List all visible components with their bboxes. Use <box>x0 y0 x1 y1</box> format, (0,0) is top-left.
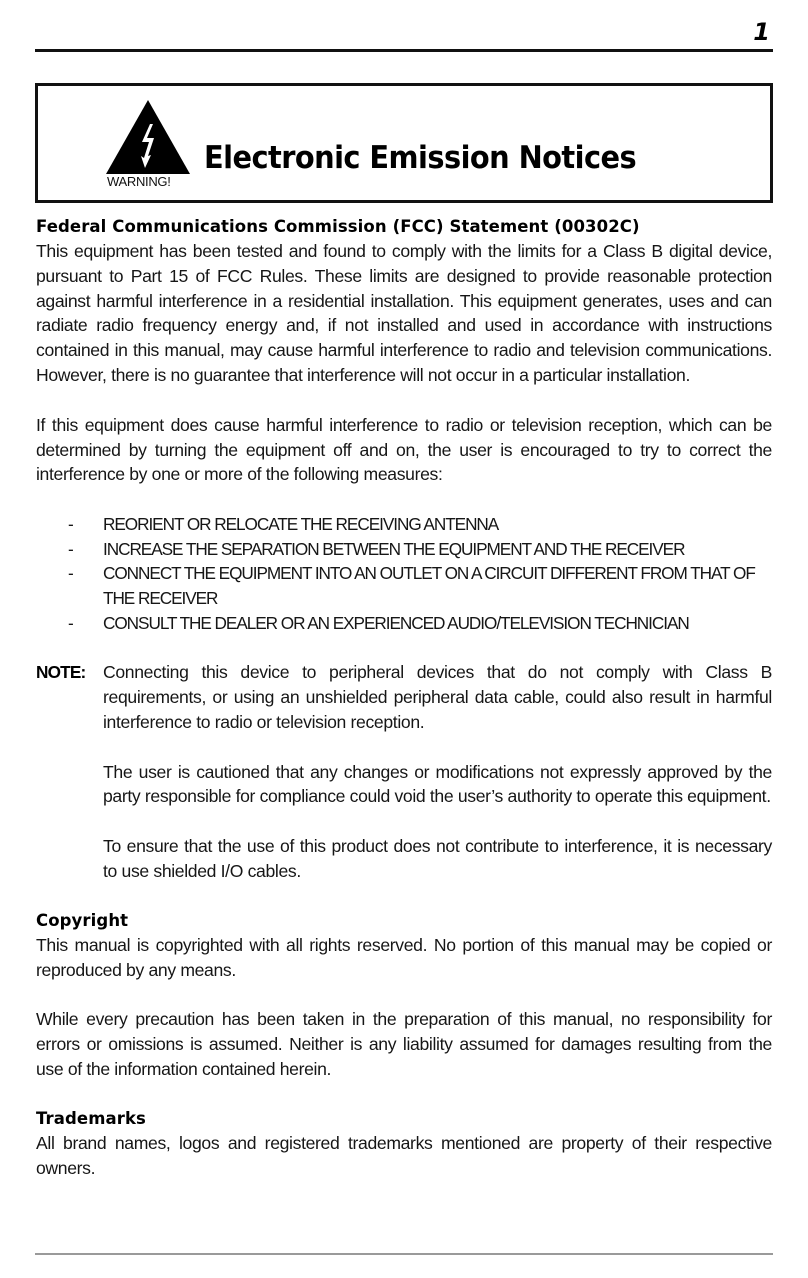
fcc-paragraph-2: If this equipment does cause harmful interference to radio or television reception, which can be determined by turning the equipment off and on, the user is encouraged to try to correct the interference by one or more of the following measures: <box>36 414 772 485</box>
note-label: NOTE: <box>36 662 86 683</box>
measures-list <box>36 512 772 635</box>
measure-text: CONSULT THE DEALER OR AN EXPERIENCED AUDIO/TELEVISION TECHNICIAN <box>103 612 689 633</box>
copyright-paragraph-1: This manual is copyrighted with all rights reserved. No portion of this manual may be copied or reproduced by any means. <box>36 934 772 980</box>
dash-bullet: - <box>68 538 74 559</box>
page-number: 1 <box>753 18 770 46</box>
copyright-paragraph-2: While every precaution has been taken in the preparation of this manual, no responsibility for errors or omissions is assumed. Neither is any liability assumed for damages resulting from the use of the information contained herein. <box>36 1009 772 1079</box>
dash-bullet: - <box>68 563 74 584</box>
measure-item <box>36 512 772 537</box>
note-paragraph-2: The user is cautioned that any changes or modifications not expressly approved by the party responsible for compliance could void the user’s authority to operate this equipment. <box>103 761 772 807</box>
trademarks-paragraph-1: All brand names, logos and registered trademarks mentioned are property of their respective owners. <box>36 1132 772 1178</box>
measure-item <box>36 611 772 636</box>
copyright-heading: Copyright <box>36 910 129 930</box>
measure-text: CONNECT THE EQUIPMENT INTO AN OUTLET ON A CIRCUIT DIFFERENT FROM THAT OF THE RECEIVER <box>103 563 755 608</box>
footer-rule <box>35 1253 773 1255</box>
page-title: Electronic Emission Notices <box>204 140 637 176</box>
note-paragraph-1: Connecting this device to peripheral devices that do not comply with Class B requirements, or using an unshielded peripheral data cable, could also result in harmful interference to radio or television reception. <box>103 662 772 732</box>
copyright-section <box>36 909 772 1082</box>
measure-text: INCREASE THE SEPARATION BETWEEN THE EQUIPMENT AND THE RECEIVER <box>103 538 685 559</box>
dash-bullet: - <box>68 612 74 633</box>
dash-bullet: - <box>68 514 74 535</box>
fcc-paragraph-1: This equipment has been tested and found to comply with the limits for a Class B digital device, pursuant to Part 15 of FCC Rules. These limits are designed to provide reasonable protection against harmful interference in a residential installation. This equipment generates, uses and can radiate radio frequency energy and, if not installed and used in accordance with instructions contained in this manual, may cause harmful interference to radio and television communications. However, there is no guarantee that interference will not occur in a particular installation. <box>36 241 772 385</box>
measure-item <box>36 561 772 610</box>
measure-item <box>36 537 772 562</box>
document-body <box>36 215 772 1180</box>
title-box <box>35 83 773 203</box>
trademarks-heading: Trademarks <box>36 1108 146 1128</box>
measure-text: REORIENT OR RELOCATE THE RECEIVING ANTENNA <box>103 514 499 535</box>
header-rule <box>35 49 773 52</box>
trademarks-section <box>36 1107 772 1181</box>
fcc-heading: Federal Communications Commission (FCC) Statement (00302C) <box>36 217 640 236</box>
note-paragraph-3: To ensure that the use of this product does not contribute to interference, it is necessary to use shielded I/O cables. <box>103 836 772 881</box>
warning-label: WARNING! <box>107 174 171 189</box>
fcc-section <box>36 215 772 884</box>
note-block <box>36 660 772 884</box>
